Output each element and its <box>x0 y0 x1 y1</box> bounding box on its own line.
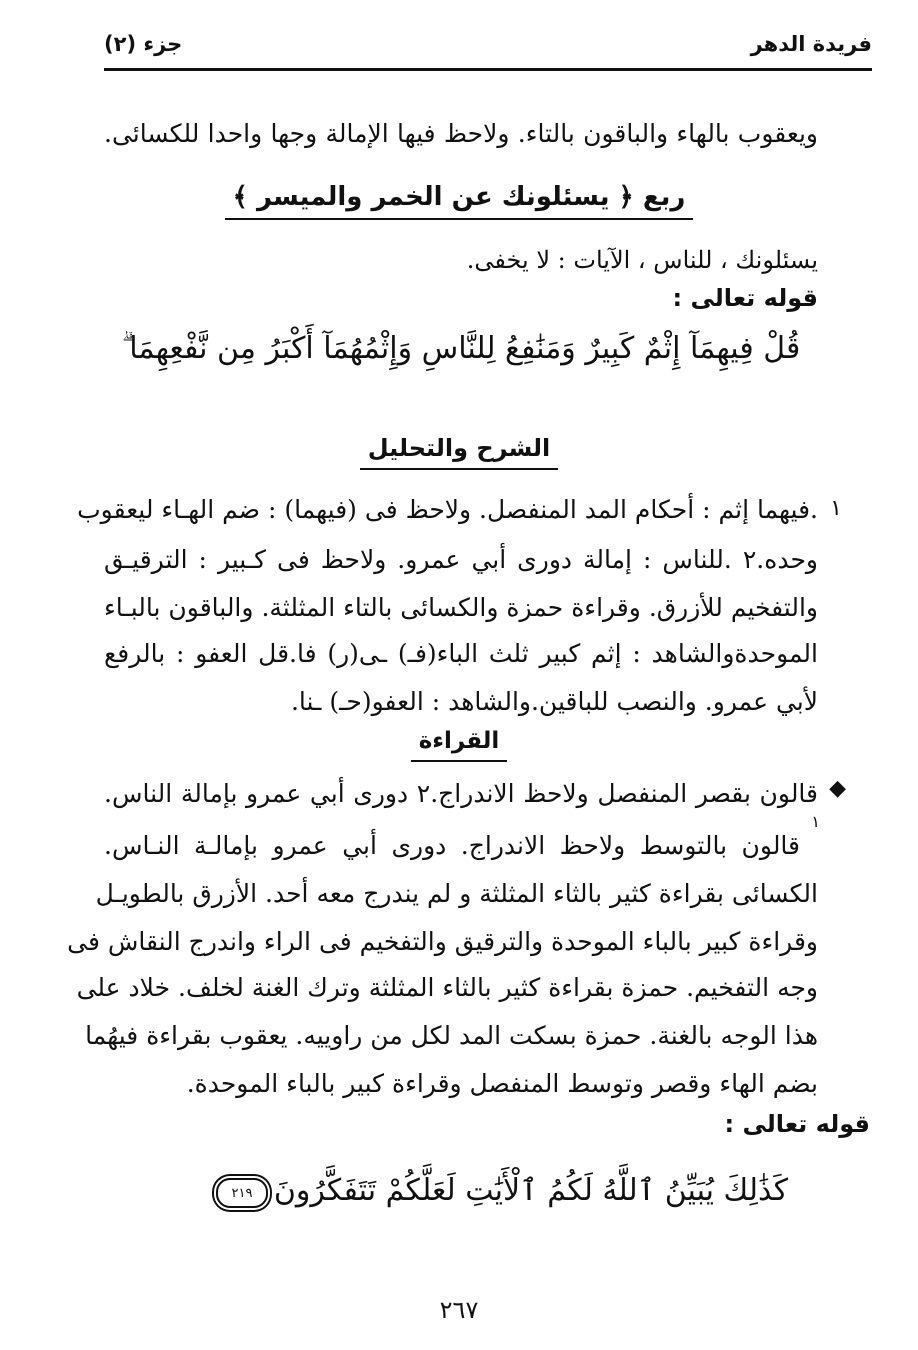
qiraa-line-4: وقراءة كبير بالباء الموحدة والترقيق والتفخيم فى الراء واندرج النقاش فى <box>67 927 818 956</box>
sharh-title-text: الشرح والتحليل <box>360 434 559 470</box>
ayah-number-badge <box>216 1178 268 1208</box>
qiraa-line-2: قالون بالتوسط ولاحظ الاندراج. دورى أبي عمرو بإمالـة النـاس. <box>104 831 800 860</box>
sharh-line-1: .فيهما إثم : أحكام المد المنفصل. ولاحظ فى (فيهما) : ضم الهـاء ليعقوب <box>77 495 818 524</box>
page-number: ٢٦٧ <box>439 1296 479 1324</box>
part-number: جزء (٢) <box>104 32 183 56</box>
sharh-line-3: والتفخيم للأزرق. وقراءة حمزة والكسائى بالتاء المثلثة. والباقون بالبـاء <box>104 593 818 622</box>
item-number: ١ <box>830 496 842 521</box>
qawluhu-label-2: قوله تعالى : <box>724 1110 870 1138</box>
intro-line: ويعقوب بالهاء والباقون بالتاء. ولاحظ فيها الإمالة وجها واحدا للكسائى. <box>104 119 818 148</box>
sharh-line-2: وحده.٢ .للناس : إمالة دورى أبي عمرو. ولاحظ فى كـبير : الترقيـق <box>104 545 818 574</box>
margin-mark: ١ <box>811 812 820 831</box>
ayah-number: ٢١٩ <box>231 1185 253 1201</box>
sharh-line-4: الموحدةوالشاهد : إثم كبير ثلث الباء(فـ) ـى(ر) فا.قل العفو : بالرفع <box>104 639 818 668</box>
qiraa-title <box>0 728 918 762</box>
qiraa-line-7: بضم الهاء وقصر وتوسط المنفصل وقراءة كبير بالباء الموحدة. <box>186 1069 818 1098</box>
rub-title-text: ربع ﴿ يسئلونك عن الخمر والميسر ﴾ <box>225 182 694 220</box>
quran-verse-2: كَذَٰلِكَ يُبَيِّنُ ٱللَّهُ لَكُمُ ٱلْأَيَٰتِ لَعَلَّكُمْ تَتَفَكَّرُونَ <box>273 1173 788 1208</box>
diamond-bullet-icon: ◆ <box>829 776 846 801</box>
quran-verse-1: قُلْ فِيهِمَآ إِثْمٌ كَبِيرٌ وَمَنَٰفِعُ لِلنَّاسِ وَإِثْمُهُمَآ أَكْبَرُ مِن نَّفْعِهِمَا ۗ <box>121 331 801 366</box>
running-header <box>104 28 872 71</box>
sharh-line-5: لأبي عمرو. والنصب للباقين.والشاهد : العفو(حـ) ـنا. <box>290 687 818 716</box>
qawluhu-label-1: قوله تعالى : <box>672 284 818 312</box>
rub-title <box>0 182 918 220</box>
qiraa-title-text: القراءة <box>411 728 508 762</box>
qiraa-line-3: الكسائى بقراءة كثير بالثاء المثلثة و لم يندرج معه أحد. الأزرق بالطويـل <box>95 879 818 908</box>
rub-note: يسئلونك ، للناس ، الآيات : لا يخفى. <box>466 246 818 274</box>
sharh-title <box>0 434 918 470</box>
qiraa-line-1: قالون بقصر المنفصل ولاحظ الاندراج.٢ دورى أبي عمرو بإمالة الناس. <box>104 779 819 808</box>
book-title: فريدة الدهر <box>750 32 872 56</box>
qiraa-line-6: هذا الوجه بالغنة. حمزة بسكت المد لكل من راوييه. يعقوب بقراءة فيهُما <box>85 1021 818 1050</box>
qiraa-line-5: وجه التفخيم. حمزة بقراءة كثير بالثاء المثلثة وترك الغنة لخلف. خلاد على <box>76 973 818 1002</box>
